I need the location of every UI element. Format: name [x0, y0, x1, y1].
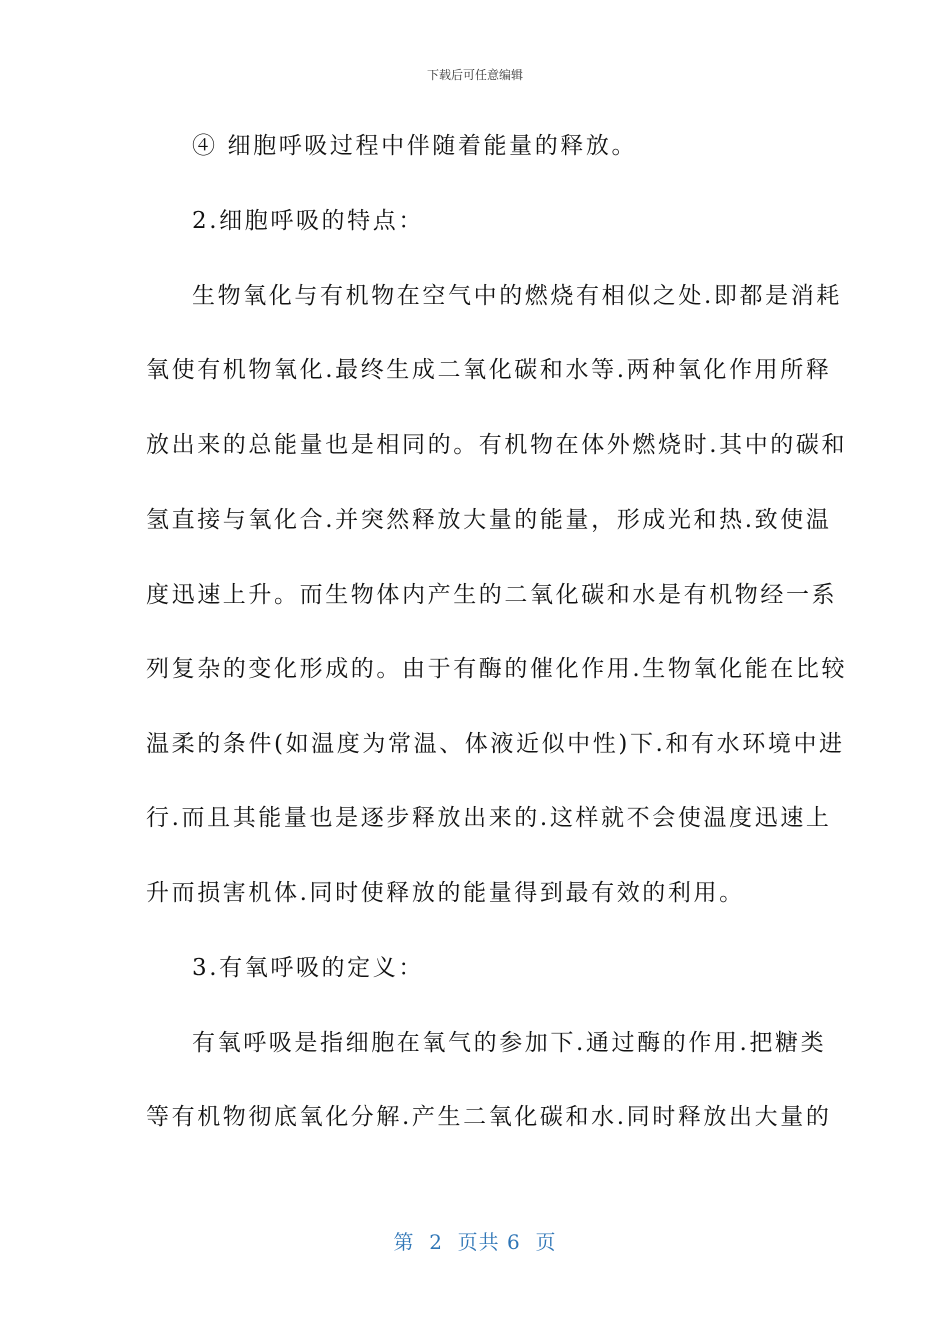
page-header: 下载后可任意编辑: [426, 68, 523, 82]
page-footer: 第 2 页共 6 页: [393, 1230, 557, 1254]
paragraph-line: 升而损害机体.同时使释放的能量得到最有效的利用。: [146, 880, 745, 906]
paragraph-line: 氧使有机物氧化.最终生成二氧化碳和水等.两种氧化作用所释: [146, 357, 832, 383]
section-heading: 3.有氧呼吸的定义：: [192, 955, 424, 981]
paragraph-line: 等有机物彻底氧化分解.产生二氧化碳和水.同时释放出大量的: [146, 1104, 832, 1130]
paragraph-line: 列复杂的变化形成的。由于有酶的催化作用.生物氧化能在比较: [146, 656, 848, 682]
paragraph-line: 生物氧化与有机物在空气中的燃烧有相似之处.即都是消耗: [192, 283, 842, 309]
paragraph-line: ④ 细胞呼吸过程中伴随着能量的释放。: [192, 133, 638, 159]
paragraph-line: 有氧呼吸是指细胞在氧气的参加下.通过酶的作用.把糖类: [192, 1030, 827, 1056]
section-heading: 2.细胞呼吸的特点：: [192, 208, 424, 234]
paragraph-line: 行.而且其能量也是逐步释放出来的.这样就不会使温度迅速上: [146, 805, 832, 831]
paragraph-line: 放出来的总能量也是相同的。有机物在体外燃烧时.其中的碳和: [146, 432, 848, 458]
paragraph-line: 温柔的条件(如温度为常温、体液近似中性)下.和有水环境中进: [146, 731, 845, 757]
paragraph-line: 氢直接与氧化合.并突然释放大量的能量，形成光和热.致使温: [146, 507, 832, 533]
paragraph-line: 度迅速上升。而生物体内产生的二氧化碳和水是有机物经一系: [146, 582, 838, 608]
